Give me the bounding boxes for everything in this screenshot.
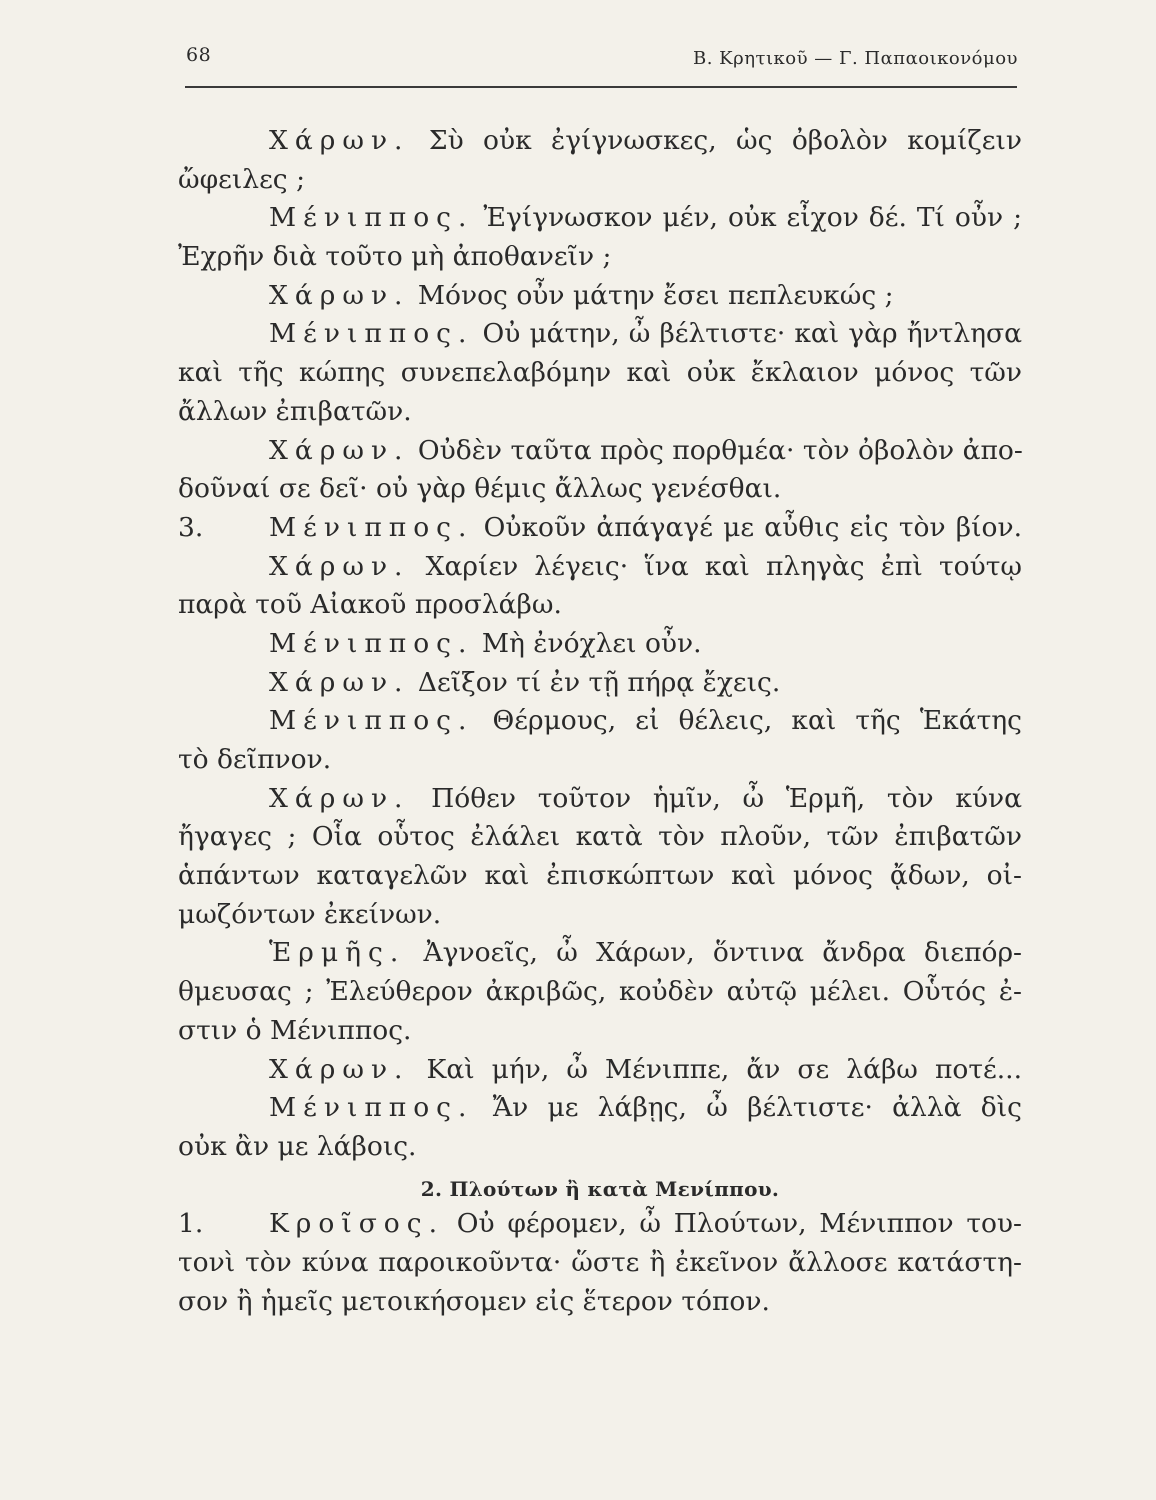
speaker: Ἑρμῆς. [269, 937, 406, 969]
speaker: Χάρων. [269, 1053, 410, 1085]
speaker: Μένιππος. [269, 202, 474, 234]
text-line: οὐκ ἂν με λάβοις. [178, 1130, 417, 1162]
text-line: ἁπάντων καταγελῶν καὶ ἐπισκώπτων καὶ μόνος ᾄδων, οἰ- [178, 860, 1022, 892]
text-line: Μένιππος. Ἄν με λάβῃς, ὦ βέλτιστε· ἀλλὰ δὶς [269, 1092, 1022, 1124]
speaker: Χάρων. [269, 434, 410, 466]
text-line: Χάρων. Μόνος οὖν μάτην ἔσει πεπλευκώς ; [269, 279, 894, 311]
text-line: Χάρων. Χαρίεν λέγεις· ἵνα καὶ πληγὰς ἐπὶ τούτῳ [269, 550, 1022, 582]
paragraph-number: 1. [178, 1208, 204, 1240]
text-line: ὤφειλες ; [178, 163, 306, 195]
text-line: ἄλλων ἐπιβατῶν. [178, 395, 412, 427]
text-line: Μένιππος. Ἐγίγνωσκον μέν, οὐκ εἶχον δέ. Τί οὖν ; [269, 202, 1022, 234]
speaker: Μένιππος. [269, 318, 474, 350]
speaker: Χάρων. [269, 666, 410, 698]
text-line: Ἑρμῆς. Ἀγνοεῖς, ὦ Χάρων, ὅντινα ἄνδρα διεπόρ- [269, 937, 1022, 969]
speaker: Χάρων. [269, 279, 410, 311]
dialogue-text [178, 122, 1022, 1321]
speaker: Χάρων. [269, 550, 410, 582]
text-line: Χάρων. Οὐδὲν ταῦτα πρὸς πορθμέα· τὸν ὀβολὸν ἀπο- [269, 434, 1023, 466]
text-line: ἤγαγες ; Οἷα οὗτος ἐλάλει κατὰ τὸν πλοῦν, τῶν ἐπιβατῶν [178, 821, 1022, 853]
text-line: 1. Κροῖσος. Οὐ φέρομεν, ὦ Πλούτων, Μένιππον του- [178, 1205, 1022, 1244]
speaker: Μένιππος. [269, 511, 474, 543]
text-line: 3. Μένιππος. Οὐκοῦν ἀπάγαγέ με αὖθις εἰς τὸν βίον. [178, 509, 1022, 548]
text-line: παρὰ τοῦ Αἰακοῦ προσλάβω. [178, 589, 562, 621]
text-line: Χάρων. Πόθεν τοῦτον ἡμῖν, ὦ Ἑρμῆ, τὸν κύνα [269, 782, 1022, 814]
text-line: θμευσας ; Ἐλεύθερον ἀκριβῶς, κοὐδὲν αὐτῷ μέλει. Οὗτός ἐ- [178, 976, 1022, 1008]
text-line: Μένιππος. Οὐ μάτην, ὦ βέλτιστε· καὶ γὰρ ἤντλησα [269, 318, 1022, 350]
speaker: Κροῖσος. [269, 1208, 445, 1240]
text-line: τὸ δεῖπνον. [178, 744, 332, 775]
page-number: 68 [186, 44, 212, 66]
text-line: καὶ τῆς κώπης συνεπελαβόμην καὶ οὐκ ἔκλαιον μόνος τῶν [178, 357, 1022, 389]
text-line: Χάρων. Καὶ μήν, ὦ Μένιππε, ἄν σε λάβω ποτέ... [269, 1053, 1022, 1085]
text-line: Μένιππος. Θέρμους, εἰ θέλεις, καὶ τῆς Ἑκάτης [269, 705, 1022, 737]
speaker: Χάρων. [269, 125, 410, 156]
text-line: τονὶ τὸν κύνα παροικοῦντα· ὥστε ἢ ἐκεῖνον ἄλλοσε κατάστη- [178, 1246, 1022, 1278]
text-line: μωζόντων ἐκείνων. [178, 898, 442, 930]
text-line: Χάρων. Δεῖξον τί ἐν τῇ πήρᾳ ἔχεις. [269, 666, 781, 698]
speaker: Μένιππος. [269, 705, 474, 737]
section-title: 2. Πλούτων ἢ κατὰ Μενίππου. [420, 1176, 780, 1201]
speaker: Μένιππος. [269, 1092, 474, 1124]
running-head: Β. Κρητικοῦ — Γ. Παπαοικονόμου [693, 48, 1018, 69]
paragraph-number: 3. [178, 511, 204, 543]
text-line: Μένιππος. Μὴ ἐνόχλει οὖν. [269, 627, 702, 659]
text-line: Ἐχρῆν διὰ τοῦτο μὴ ἀποθανεῖν ; [178, 241, 612, 273]
text-line: σον ἢ ἡμεῖς μετοικήσομεν εἰς ἕτερον τόπον. [178, 1285, 770, 1317]
text-line: Χάρων. Σὺ οὐκ ἐγίγνωσκες, ὡς ὀβολὸν κομίζειν [269, 125, 1022, 156]
speaker: Χάρων. [269, 782, 410, 814]
text-line: δοῦναί σε δεῖ· οὐ γὰρ θέμις ἄλλως γενέσθαι. [178, 473, 782, 505]
text-line: στιν ὁ Μένιππος. [178, 1014, 412, 1046]
speaker: Μένιππος. [269, 627, 474, 659]
header-rule [185, 86, 1017, 88]
